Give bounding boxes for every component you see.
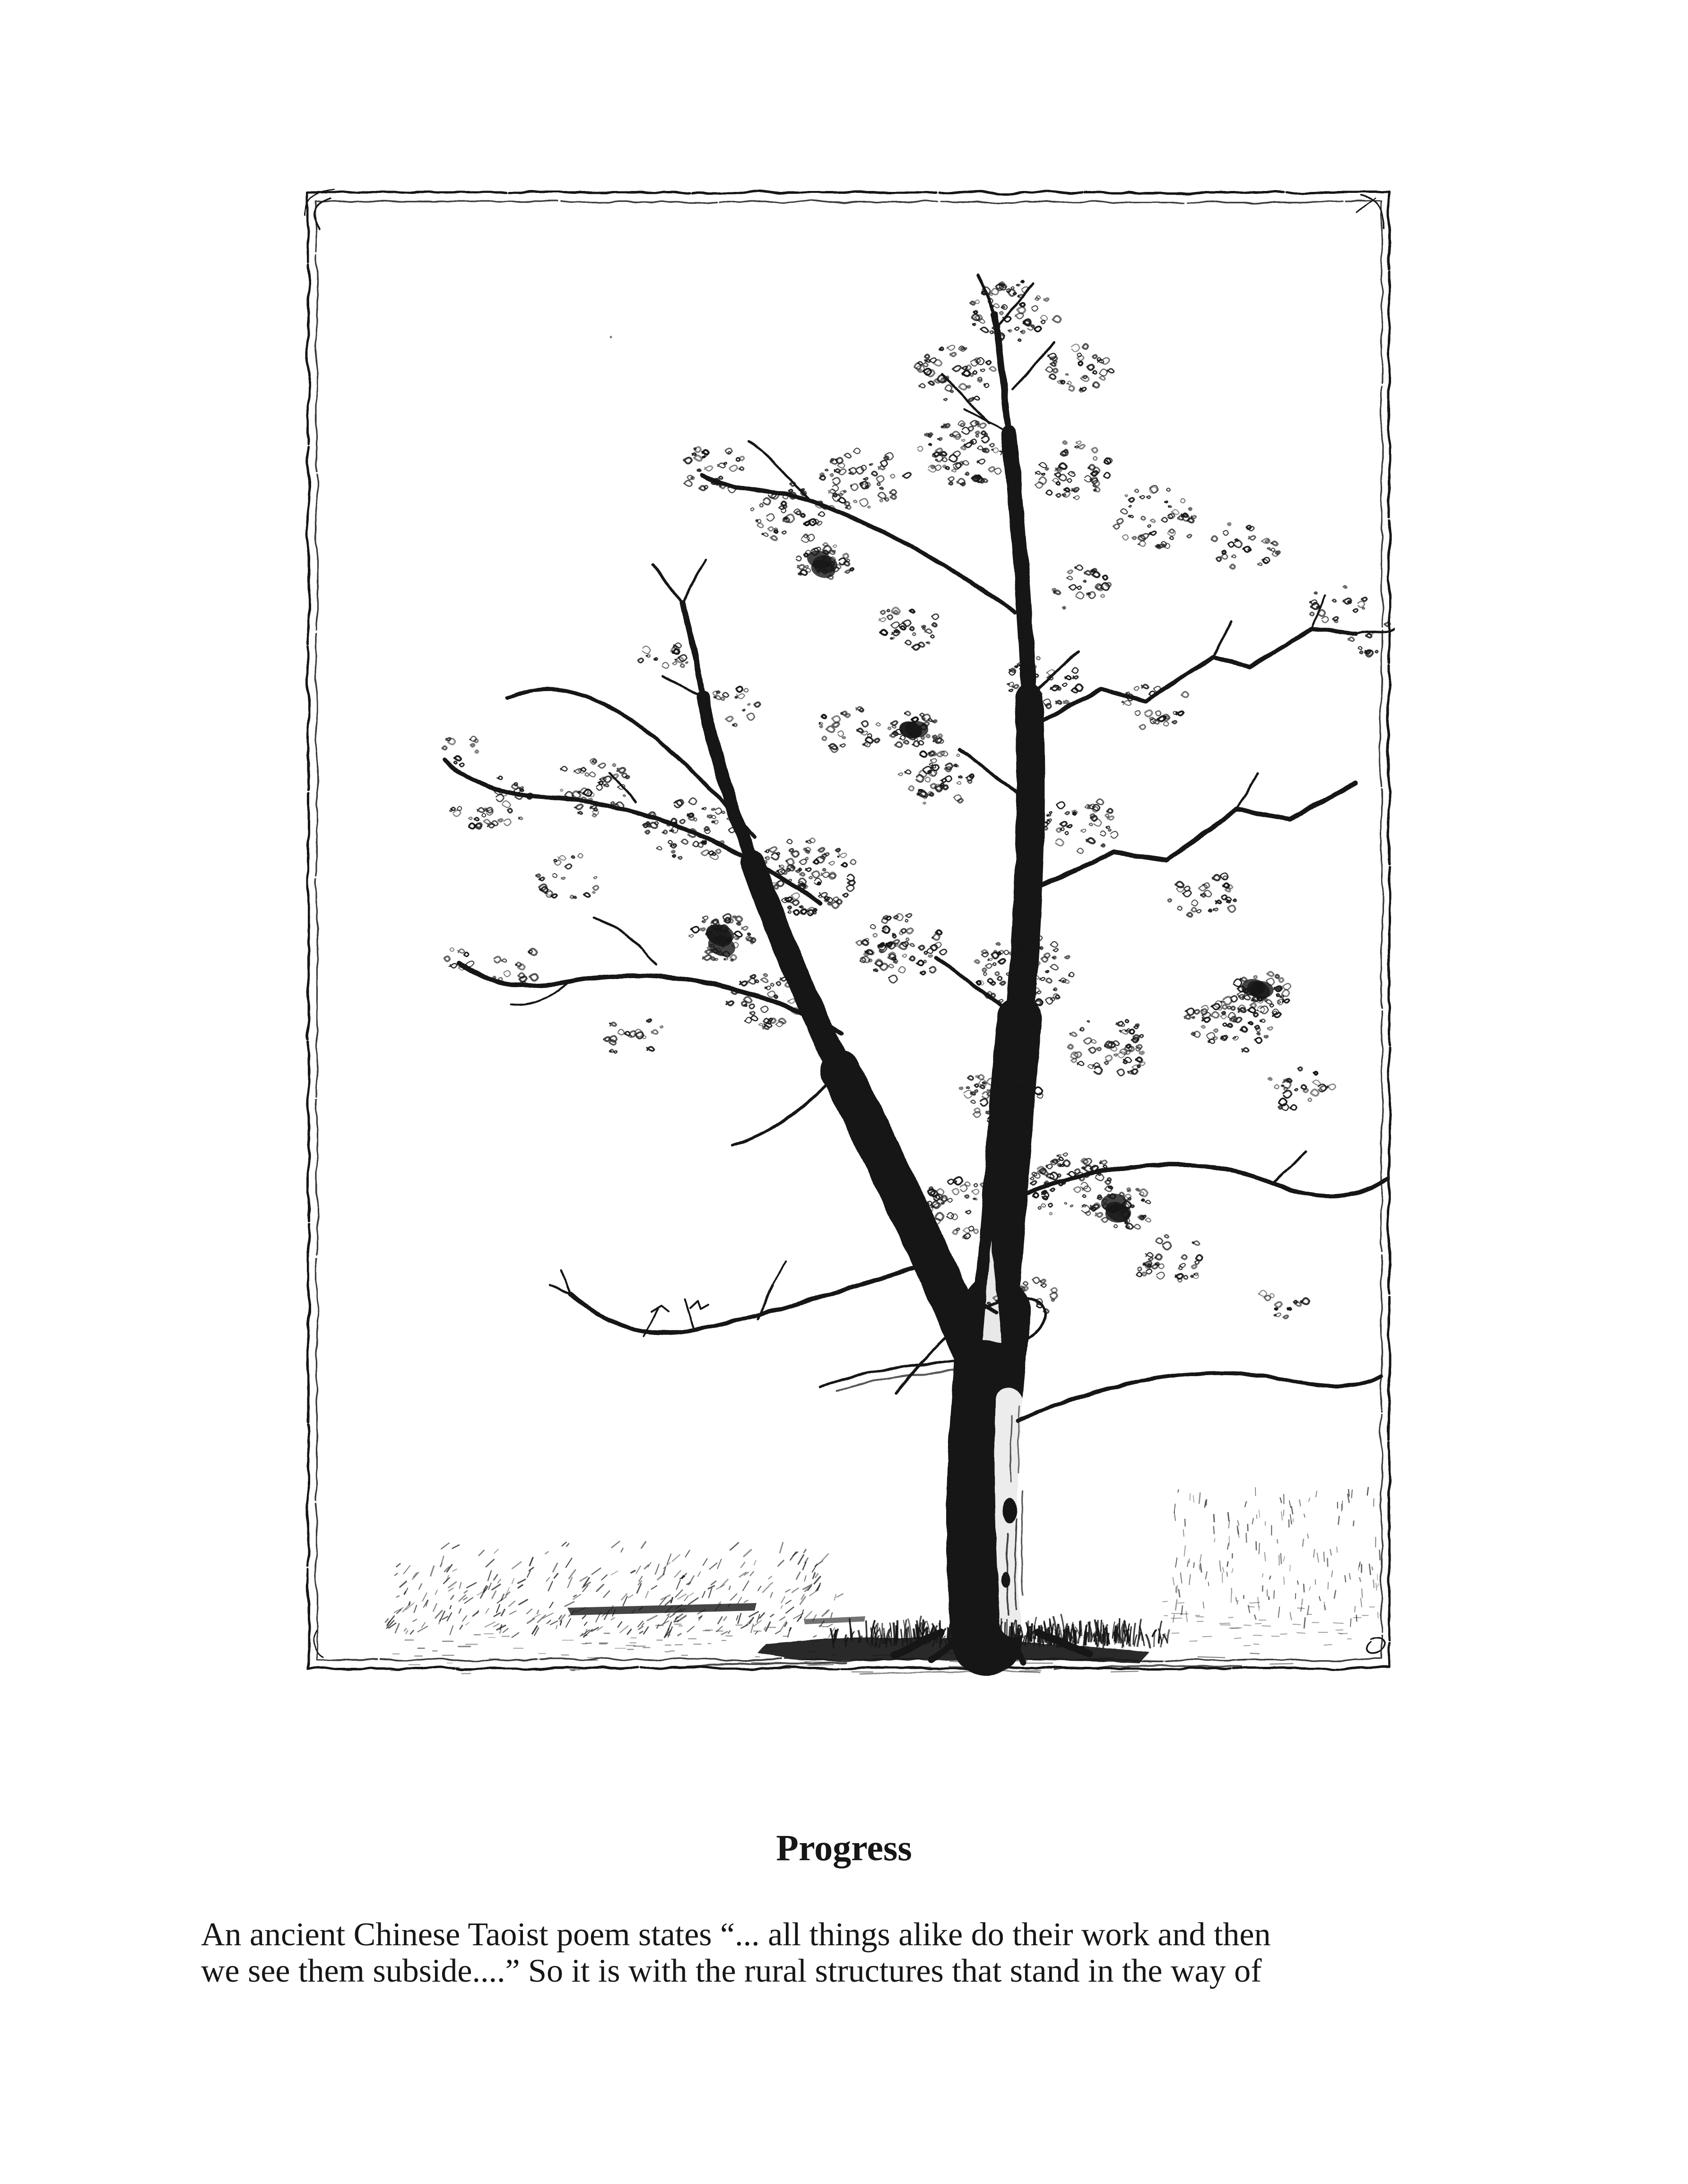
foliage xyxy=(442,281,1390,1329)
meadow-grass-marks xyxy=(1163,1487,1380,1646)
birds xyxy=(652,1301,708,1312)
trunk-and-branches xyxy=(444,274,1395,1663)
section-heading: Progress xyxy=(776,1827,912,1868)
tree-drawing xyxy=(385,274,1395,1676)
paragraph-line-2: we see them subside....” So it is with the rural structures that stand in the way of xyxy=(201,1953,1262,1989)
body-paragraph xyxy=(201,1916,1270,1989)
frame-border xyxy=(305,190,1389,1668)
distant-bushes xyxy=(385,1541,843,1657)
tree-illustration-svg xyxy=(303,187,1395,1676)
paragraph-line-1: An ancient Chinese Taoist poem states “... all things alike do their work and then xyxy=(201,1916,1271,1953)
sky-speck xyxy=(609,336,612,338)
tree-illustration xyxy=(303,187,1395,1676)
